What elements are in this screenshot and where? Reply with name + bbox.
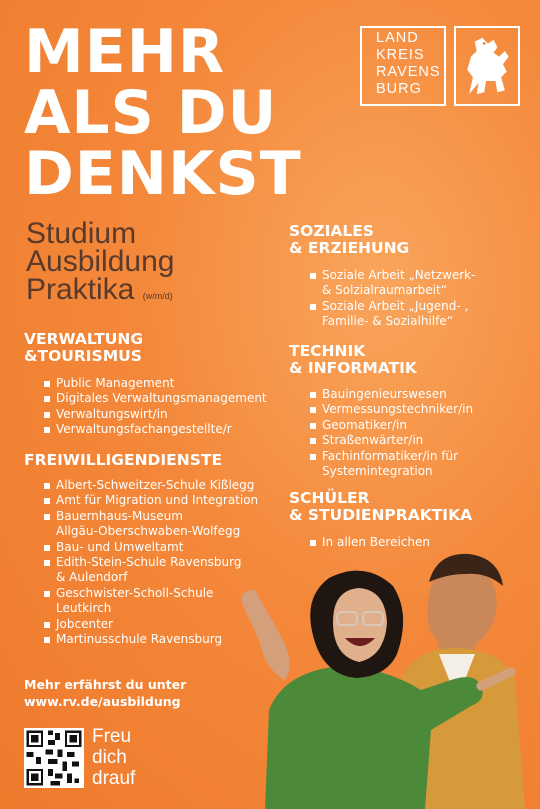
headline-line: DENKST xyxy=(24,139,302,209)
list-item: Fachinformatiker/in für Systemintegration xyxy=(310,449,473,480)
list-item: Soziale Arbeit „Jugend- , Familie- & Sozialhilfe“ xyxy=(310,299,475,330)
list-technik xyxy=(310,387,473,479)
list-item: Jobcenter xyxy=(44,617,258,632)
list-item: Martinusschule Ravensburg xyxy=(44,632,258,647)
list-soziales xyxy=(310,268,475,330)
program-types xyxy=(26,217,175,306)
slogan-line: drauf xyxy=(92,768,136,789)
website-link[interactable]: www.rv.de/ausbildung xyxy=(24,694,181,709)
logo-line: KREIS xyxy=(376,47,425,63)
program-line: Studium xyxy=(26,217,137,250)
list-item: Straßenwärter/in xyxy=(310,433,473,448)
more-info xyxy=(24,676,186,710)
gender-suffix: (w/m/d) xyxy=(142,291,173,301)
list-item: Soziale Arbeit „Netzwerk- & Solzialraumarbeit“ xyxy=(310,268,475,299)
logo-wordmark xyxy=(360,26,446,106)
section-title-freiwilligendienste: FREIWILLIGENDIENSTE xyxy=(24,451,223,469)
program-line: Ausbildung xyxy=(26,245,175,278)
headline-line: ALS DU xyxy=(24,78,278,148)
list-item: Albert-Schweitzer-Schule Kißlegg xyxy=(44,478,258,493)
program-line: Praktika xyxy=(26,273,135,306)
logo-line: BURG xyxy=(376,81,422,97)
lion-icon xyxy=(454,26,520,106)
headline-line: MEHR xyxy=(24,17,226,87)
students-photo xyxy=(225,530,540,809)
section-title-technik: TECHNIK & INFORMATIK xyxy=(289,342,417,377)
section-title-soziales: SOZIALES & ERZIEHUNG xyxy=(289,222,410,257)
list-item: Bauernhaus-Museum Allgäu-Oberschwaben-Wolfegg xyxy=(44,509,258,540)
list-item: Vermessungstechniker/in xyxy=(310,402,473,417)
qr-code[interactable] xyxy=(24,728,84,788)
slogan-line: dich xyxy=(92,747,127,768)
landkreis-logo[interactable] xyxy=(360,26,520,108)
list-item: Geschwister-Scholl-Schule Leutkirch xyxy=(44,586,258,617)
logo-line: RAVENS xyxy=(376,64,441,80)
list-item: Edith-Stein-Schule Ravensburg & Aulendorf xyxy=(44,555,258,586)
list-verwaltung xyxy=(44,376,267,438)
slogan xyxy=(92,726,135,789)
list-item: Digitales Verwaltungsmanagement xyxy=(44,391,267,406)
slogan-line: Freu xyxy=(92,726,132,747)
section-title-schueler: SCHÜLER & STUDIENPRAKTIKA xyxy=(289,489,473,524)
list-item: Public Management xyxy=(44,376,267,391)
list-item: Geomatiker/in xyxy=(310,418,473,433)
list-item: Verwaltungsfachangestellte/r xyxy=(44,422,267,437)
list-item: In allen Bereichen xyxy=(310,535,430,550)
logo-line: LAND xyxy=(376,30,419,46)
headline xyxy=(24,17,302,209)
section-title-verwaltung: VERWALTUNG &TOURISMUS xyxy=(24,330,144,365)
list-item: Verwaltungswirt/in xyxy=(44,407,267,422)
list-item: Bau- und Umweltamt xyxy=(44,540,258,555)
more-info-text: Mehr erfährst du unter xyxy=(24,677,187,692)
list-item: Bauingenieurswesen xyxy=(310,387,473,402)
list-item: Amt für Migration und Integration xyxy=(44,493,258,508)
